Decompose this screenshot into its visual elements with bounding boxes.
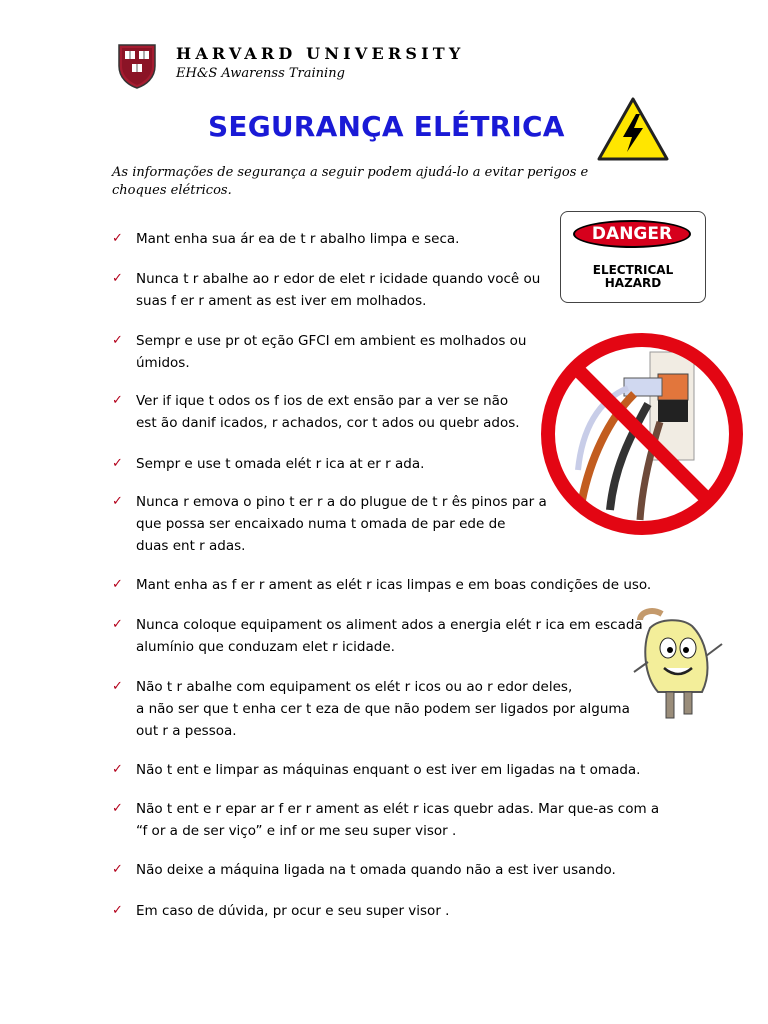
rule-text: Mant enha sua ár ea de t r abalho limpa e seca.: [136, 231, 460, 247]
danger-label-oval: [573, 220, 691, 248]
checkmark-icon: ✓: [112, 762, 123, 777]
checkmark-icon: ✓: [112, 617, 123, 632]
rule-text: Sempr e use t omada elét r ica at er r ada.: [136, 456, 425, 472]
checkmark-icon: ✓: [112, 903, 123, 918]
danger-label: DANGER: [591, 224, 673, 244]
checkmark-icon: ✓: [112, 862, 123, 877]
harvard-shield-icon: [116, 42, 158, 90]
training-subtitle: EH&S Awarenss Training: [176, 66, 345, 81]
checkmark-icon: ✓: [112, 231, 123, 246]
hazard-line-1: ELECTRICAL: [592, 263, 674, 277]
no-overloaded-outlet-icon: [538, 330, 746, 538]
danger-electrical-hazard-sign: [560, 211, 706, 303]
checkmark-icon: ✓: [112, 679, 123, 694]
page-title: SEGURANÇA ELÉTRICA: [208, 110, 565, 143]
rule-text: Mant enha as f er r ament as elét r icas limpas e em boas condições de uso.: [136, 577, 652, 593]
checkmark-icon: ✓: [112, 456, 123, 471]
checkmark-icon: ✓: [112, 333, 123, 348]
intro-text: As informações de segurança a seguir podem ajudá-lo a evitar perigos e choques elétricos.: [112, 165, 589, 198]
university-name: HARVARD UNIVERSITY: [176, 44, 465, 63]
rule-text: Sempr e use pr ot eção GFCI em ambient es molhados ou úmidos.: [136, 333, 527, 371]
rule-text: Nunca r emova o pino t er r a do plugue de t r ês pinos par a que possa ser encaixado numa t omada de par ede de duas ent r adas.: [136, 494, 547, 554]
cartoon-plug-icon: [632, 606, 728, 726]
rule-text: Em caso de dúvida, pr ocur e seu super visor .: [136, 903, 450, 919]
rule-text: Não t ent e limpar as máquinas enquant o est iver em ligadas na t omada.: [136, 762, 641, 778]
hazard-line-2: HAZARD: [604, 276, 662, 290]
checkmark-icon: ✓: [112, 393, 123, 408]
hazard-text: [561, 264, 705, 290]
checkmark-icon: ✓: [112, 577, 123, 592]
rule-text: Ver if ique t odos os f ios de ext ensão par a ver se não est ão danif icados, r achados, cor t ados ou quebr ados.: [136, 393, 520, 431]
rule-text: Nunca coloque equipament os aliment ados a energia elét r ica em escada alumínio que conduzam elet r icidade.: [136, 617, 643, 655]
checkmark-icon: ✓: [112, 271, 123, 286]
rule-text: Nunca t r abalhe ao r edor de elet r icidade quando você ou suas f er r ament as est iver em molhados.: [136, 271, 541, 309]
rule-text: Não t r abalhe com equipament os elét r icos ou ao r edor deles, a não ser que t enha cer t eza de que não podem ser ligados por alguma out r a pessoa.: [136, 679, 630, 739]
checkmark-icon: ✓: [112, 494, 123, 509]
high-voltage-warning-icon: [596, 96, 670, 162]
rule-text: Não t ent e r epar ar f er r ament as elét r icas quebr adas. Mar que-as com a “f or a de ser viço” e inf or me seu super visor .: [136, 801, 660, 839]
rule-text: Não deixe a máquina ligada na t omada quando não a est iver usando.: [136, 862, 616, 878]
checkmark-icon: ✓: [112, 801, 123, 816]
